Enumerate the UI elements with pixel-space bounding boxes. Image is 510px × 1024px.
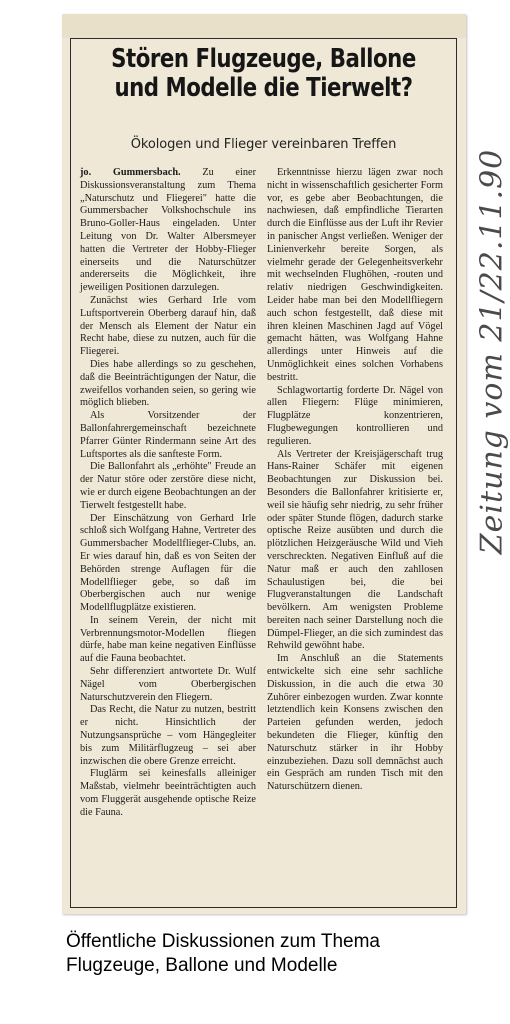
paragraph: Die Ballonfahrt als „erhöhte" Freude an der Natur störe oder zerstöre diese nicht, wie er durch eigene Beobachtungen an der Tierwelt festgestellt habe. — [80, 461, 256, 511]
article-frame — [70, 38, 457, 908]
article-subheadline: Ökologen und Flieger vereinbaren Treffen — [130, 137, 397, 152]
handwritten-date-note: Zeitung vom 21/22.11.90 — [474, 148, 510, 555]
article-column-right — [267, 167, 443, 897]
dateline: jo. Gummersbach. — [80, 167, 181, 178]
caption-line-2: Flugzeuge, Ballone und Modelle — [66, 955, 338, 976]
headline-line-2: und Modelle die Tierwelt? — [114, 73, 413, 103]
caption-line-1: Öffentliche Diskussionen zum Thema — [66, 931, 381, 952]
paragraph: Schlagwortartig forderte Dr. Nägel von allen Fliegern: Flüge minimieren, Flugplätze konzentrieren, Flugbewegungen kontrollieren und regulieren. — [267, 384, 443, 447]
newspaper-clipping — [62, 14, 510, 914]
paragraph: Erkenntnisse hierzu lägen zwar noch nicht in wissenschaftlich gesicherter Form vor, es gebe aber Beobachtungen, die nachwiesen, daß empfindliche Tierarten durch die Einflüsse aus der Luft ihr Revier in panischer Angst verließen. Weniger der Linienverkehr bereite Sorgen, als vielmehr gerade der Gelegenheitsverkehr mit wechselnden Flughöhen, -routen und relativ niedrigen Geschwindigkeiten. Leider habe man bei den Modellfliegern auch schon festgestellt, daß diese mit ihren kleinen Maschinen Jagd auf Vögel gemacht hätten, was Wolfgang Hahne allerdings unter Hinweis auf die Unmöglichkeit eines solchen Vorhabens bestritt. — [267, 167, 443, 383]
paragraph: Das Recht, die Natur zu nutzen, bestritt er nicht. Hinsichtlich der Nutzungsansprüche – vom Hängegleiter bis zum Militärflugzeug – sei aber inzwischen die obere Grenze erreicht. — [80, 704, 256, 767]
headline-line-1: Stören Flugzeuge, Ballone — [111, 44, 416, 74]
paragraph: Der Einschätzung von Gerhard Irle schloß sich Wolfgang Hahne, Vertreter des Gummersbacher Modellflieger-Clubs, an. Er wies darauf hin, daß es von Seiten der Behörden strenge Auflagen für die Modellflieger gebe, so daß im Oberbergischen auch nur wenige Modellflugplätze existieren. — [80, 512, 256, 614]
article-column-left — [80, 167, 256, 897]
article-headline — [106, 45, 422, 103]
paragraph: Sehr differenziert antwortete Dr. Wulf Nägel vom Oberbergischen Naturschutzverein den Fliegern. — [80, 666, 256, 703]
paragraph — [80, 167, 256, 295]
paragraph: Zunächst wies Gerhard Irle vom Luftsportverein Oberberg darauf hin, daß der Mensch als Element der Natur ein Recht habe, diese zu nutzen, auch für die Fliegerei. — [80, 294, 256, 358]
paragraph: Als Vorsitzender der Ballonfahrergemeinschaft bezeichnete Pfarrer Günter Rindermann seine Art des Luftsportes als die sanfteste Form. — [80, 410, 256, 460]
paragraph: Dies habe allerdings so zu geschehen, daß die Beeinträchtigungen der Natur, die zweifellos vorhanden seien, so gering wie möglich blieben. — [80, 358, 256, 409]
paragraph: Fluglärm sei keinesfalls alleiniger Maßstab, vielmehr beeinträchtigten auch vom Fluggerät ausgehende optische Reize die Fauna. — [80, 768, 256, 818]
paragraph: Als Vertreter der Kreisjägerschaft trug Hans-Rainer Schäfer mit eigenen Beobachtungen zur Diskussion bei. Besonders die Ballonfahrer kritisierte er, weil sie häufig sehr niedrig, zu sehr früher oder später Stunde flögen, dadurch starke optische Reize ausübten und durch die plötzlichen Heizgeräusche Wild und Vieh verschreckten. Negativen Einfluß auf die Natur maß er auch den zahllosen Schaulustigen bei, die bei Flugveranstaltungen die Landschaft bevölkern. Am wenigsten Probleme bereiten nach seiner Darstellung noch die Dümpel-Flieger, an die sich zumindest das Rehwild gewöhnt habe. — [267, 448, 443, 652]
image-caption — [66, 930, 486, 978]
paragraph: Im Anschluß an die Statements entwickelte sich eine sehr sachliche Diskussion, in die auch die etwa 30 Zuhörer einbezogen wurden. Zwar konnte letztendlich kein Konsens zwischen den Parteien gefunden werden, jedoch bekundeten die Flieger, künftig den Naturschutz stärker in ihr Hobby einzubeziehen. Dazu soll demnächst auch ein Gespräch am runden Tisch mit den Naturschützern dienen. — [267, 653, 443, 793]
paragraph: In seinem Verein, der nicht mit Verbrennungsmotor-Modellen fliegen dürfe, habe man keine negativen Einflüsse auf die Fauna beobachtet. — [80, 614, 256, 665]
paragraph-text: Zu einer Diskussionsveranstaltung zum Thema „Naturschutz und Fliegerei" hatte die Gummersbacher Volkshochschule ins Bruno-Goller-Haus eingeladen. Unter Leitung von Dr. Walter Albersmeyer hatten die Vertreter der Hobby-Flieger einerseits und die Naturschützer andererseits die Möglichkeit, ihre jeweiligen Positionen darzulegen. — [80, 167, 257, 294]
